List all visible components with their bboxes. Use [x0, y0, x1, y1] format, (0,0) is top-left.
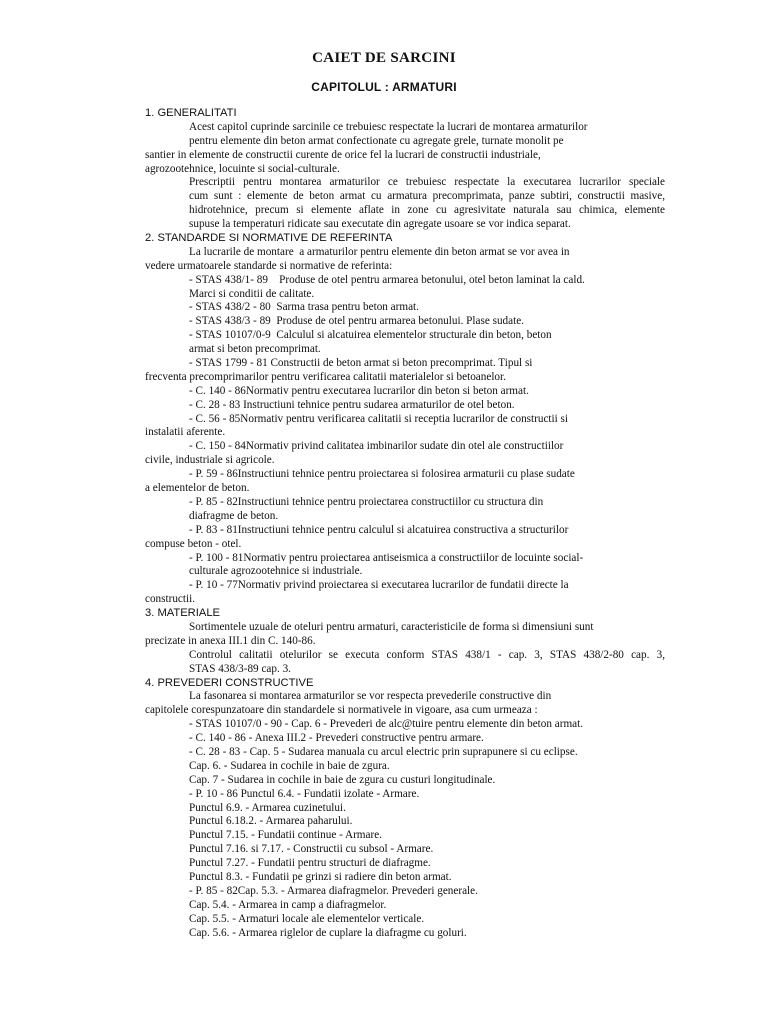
text-line: a elementelor de beton.: [145, 482, 250, 495]
text-line: - P. 85 - 82Cap. 5.3. - Armarea diafragmelor. Prevederi generale.: [189, 884, 478, 897]
text-line: - STAS 1799 - 81 Constructii de beton armat si beton precomprimat. Tipul si: [189, 357, 533, 370]
text-line: Cap. 6. - Sudarea in cochile in baie de zgura.: [189, 759, 390, 772]
text-line: - P. 83 - 81Instructiuni tehnice pentru calculul si alcatuirea constructiva a structurilor: [189, 523, 569, 536]
text-line: Cap. 5.6. - Armarea riglelor de cuplare la diafragme cu goluri.: [189, 926, 467, 939]
text-line: Prescriptii pentru montarea armaturilor ce trebuiesc respectate la executarea lucrarilor speciale: [189, 176, 665, 189]
text-line: Punctul 7.15. - Fundatii continue - Armare.: [189, 829, 382, 842]
text-line: agrozootehnice, locuinte si social-culturale.: [145, 162, 340, 175]
text-line: Punctul 6.18.2. - Armarea paharului.: [189, 815, 353, 828]
text-line: Cap. 7 - Sudarea in cochile in baie de zgura cu custuri longitudinale.: [189, 773, 496, 786]
text-line: cum sunt : elemente de beton armat cu armatura precomprimata, panze subtiri, constructii masive,: [189, 190, 665, 203]
text-line: Controlul calitatii otelurilor se executa conform STAS 438/1 - cap. 3, STAS 438/2-80 cap. 3,: [189, 648, 665, 661]
text-line: capitolele corespunzatoare din standardele si normativele in vigoare, asa cum urmeaza :: [145, 704, 538, 717]
text-line: santier in elemente de constructii curente de orice fel la lucrari de constructii industriale,: [145, 148, 541, 161]
text-line: pentru elemente din beton armat confectionate cu agregate grele, turnate monolit pe: [189, 134, 564, 147]
text-line: - STAS 10107/0-9 Calculul si alcatuirea elementelor structurale din beton, beton: [189, 329, 552, 342]
text-line: La lucrarile de montare a armaturilor pentru elemente din beton armat se vor avea in: [189, 245, 570, 258]
text-line: - STAS 438/2 - 80 Sarma trasa pentru beton armat.: [189, 301, 419, 314]
text-line: STAS 438/3-89 cap. 3.: [189, 662, 291, 675]
text-line: La fasonarea si montarea armaturilor se vor respecta prevederile constructive din: [189, 690, 552, 703]
section-heading: 4. PREVEDERI CONSTRUCTIVE: [145, 676, 314, 689]
text-line: compuse beton - otel.: [145, 537, 242, 550]
text-line: - C. 28 - 83 - Cap. 5 - Sudarea manuala cu arcul electric prin suprapunere si cu eclipse.: [189, 745, 578, 758]
text-line: precizate in anexa III.1 din C. 140-86.: [145, 634, 316, 647]
text-line: hidrotehnice, precum si elemente aflate in zone cu agresivitate naturala sau chimica, elemente: [189, 204, 665, 217]
text-line: - P. 59 - 86Instructiuni tehnice pentru proiectarea si folosirea armaturii cu plase sudate: [189, 468, 575, 481]
text-line: armat si beton precomprimat.: [189, 343, 321, 356]
text-line: constructii.: [145, 593, 196, 606]
text-line: Cap. 5.4. - Armarea in camp a diafragmelor.: [189, 898, 387, 911]
text-line: Punctul 7.27. - Fundatii pentru structuri de diafragme.: [189, 857, 431, 870]
text-line: frecventa precomprimarilor pentru verificarea calitatii materialelor si betoanelor.: [145, 370, 506, 383]
document-title: CAIET DE SARCINI: [312, 50, 456, 66]
text-line: - P. 10 - 86 Punctul 6.4. - Fundatii izolate - Armare.: [189, 787, 420, 800]
text-line: culturale agrozootehnice si industriale.: [189, 565, 363, 578]
text-line: Punctul 8.3. - Fundatii pe grinzi si radiere din beton armat.: [189, 870, 452, 883]
text-line: - STAS 438/3 - 89 Produse de otel pentru armarea betonului. Plase sudate.: [189, 315, 524, 328]
text-line: - C. 28 - 83 Instructiuni tehnice pentru sudarea armaturilor de otel beton.: [189, 398, 515, 411]
text-line: - C. 140 - 86Normativ pentru executarea lucrarilor din beton si beton armat.: [189, 384, 529, 397]
text-line: - STAS 10107/0 - 90 - Cap. 6 - Prevederi de alc@tuire pentru elemente din beton armat.: [189, 718, 584, 731]
text-line: - P. 100 - 81Normativ pentru proiectarea antiseismica a constructiilor de locuinte social-: [189, 551, 584, 564]
text-line: Marci si conditii de calitate.: [189, 287, 315, 300]
text-line: Cap. 5.5. - Armaturi locale ale elementelor verticale.: [189, 912, 425, 925]
section-heading: 1. GENERALITATI: [145, 107, 237, 119]
section-heading: 2. STANDARDE SI NORMATIVE DE REFERINTA: [145, 232, 393, 245]
text-line: - STAS 438/1- 89 Produse de otel pentru armarea betonului, otel beton laminat la cald.: [189, 273, 585, 286]
text-line: Punctul 7.16. si 7.17. - Constructii cu subsol - Armare.: [189, 843, 434, 856]
text-line: - C. 140 - 86 - Anexa III.2 - Prevederi constructive pentru armare.: [189, 732, 484, 745]
text-line: - C. 150 - 84Normativ privind calitatea imbinarilor sudate din otel ale constructiilor: [189, 440, 564, 453]
chapter-subtitle: CAPITOLUL : ARMATURI: [311, 80, 457, 94]
section-heading: 3. MATERIALE: [145, 607, 221, 620]
text-line: - P. 85 - 82Instructiuni tehnice pentru proiectarea constructiilor cu structura din: [189, 495, 544, 508]
text-line: Acest capitol cuprinde sarcinile ce trebuiesc respectate la lucrari de montarea armaturilor: [189, 120, 588, 133]
text-line: Punctul 6.9. - Armarea cuzinetului.: [189, 801, 346, 814]
text-line: instalatii aferente.: [145, 426, 226, 439]
text-line: supuse la temperaturi ridicate sau executate din agregate usoare se vor indica separat.: [189, 218, 571, 231]
text-line: civile, industriale si agricole.: [145, 454, 275, 467]
text-line: Sortimentele uzuale de oteluri pentru armaturi, caracteristicile de forma si dimensiuni sunt: [189, 620, 594, 633]
text-line: diafragme de beton.: [189, 509, 279, 522]
text-line: - P. 10 - 77Normativ privind proiectarea si executarea lucrarilor de fundatii directe la: [189, 579, 569, 592]
text-line: vedere urmatoarele standarde si normative de referinta:: [145, 259, 393, 272]
text-line: - C. 56 - 85Normativ pentru verificarea calitatii si receptia lucrarilor de constructii si: [189, 412, 568, 425]
document-body: [145, 107, 665, 940]
